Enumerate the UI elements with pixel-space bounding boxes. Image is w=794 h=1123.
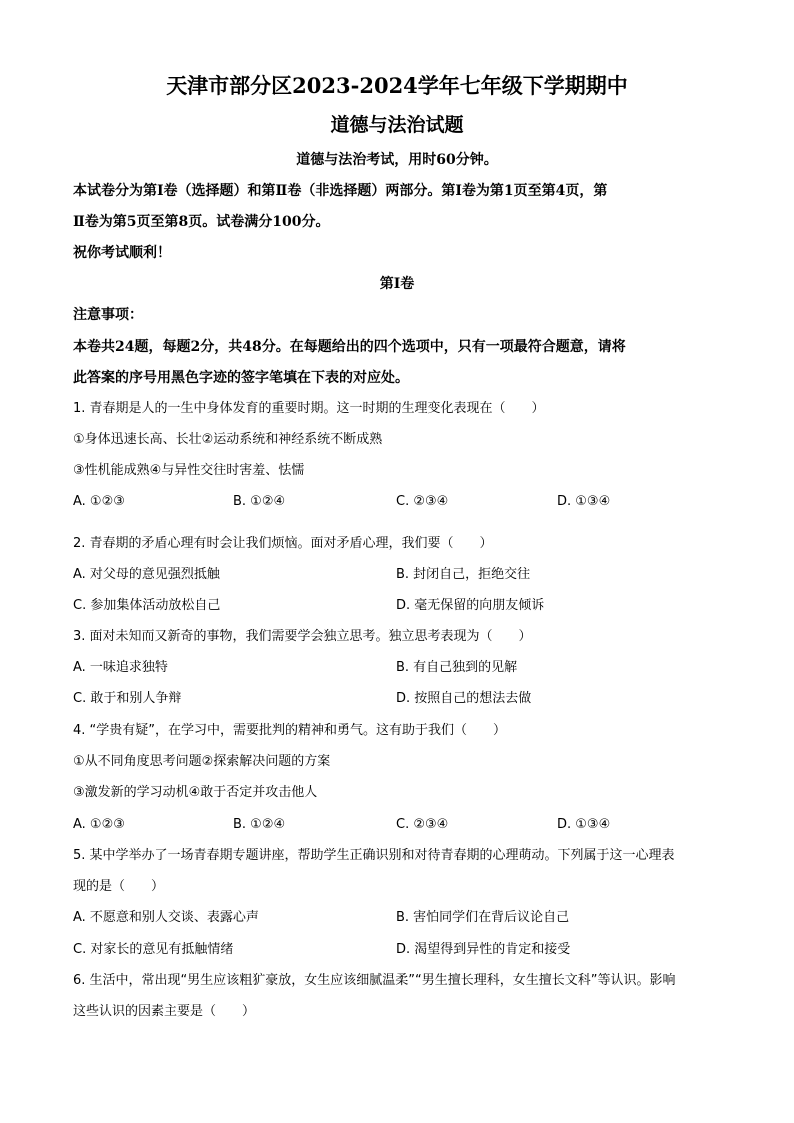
question-4-stem: 4. “学贵有疑”，在学习中，需要批判的精神和勇气。这有助于我们（ ） bbox=[73, 723, 507, 738]
question-4-statements: ①从不同角度思考问题②探索解决问题的方案 bbox=[73, 754, 331, 769]
question-5-option-d: D. 渴望得到异性的肯定和接受 bbox=[396, 942, 571, 957]
question-4-option-b: B. ①②④ bbox=[233, 817, 286, 832]
question-3-option-b: B. 有自己独到的见解 bbox=[396, 660, 518, 675]
question-3-option-d: D. 按照自己的想法去做 bbox=[396, 691, 532, 706]
exam-info: 道德与法治考试，用时60分钟。 bbox=[296, 152, 498, 168]
intro-line-2: Ⅱ卷为第5页至第8页。试卷满分100分。 bbox=[73, 214, 330, 230]
question-2-option-b: B. 封闭自己，拒绝交往 bbox=[396, 567, 531, 582]
question-1-option-b: B. ①②④ bbox=[233, 494, 286, 509]
question-1-stem: 1. 青春期是人的一生中身体发育的重要时期。这一时期的生理变化表现在（ ） bbox=[73, 401, 545, 416]
question-6-stem: 6. 生活中，常出现“男生应该粗犷豪放，女生应该细腻温柔”“男生擅长理科，女生擅长文科”等认识。影响 bbox=[73, 973, 676, 988]
question-5-option-a: A. 不愿意和别人交谈、表露心声 bbox=[73, 910, 259, 925]
question-4-option-d: D. ①③④ bbox=[557, 817, 611, 832]
question-2-option-a: A. 对父母的意见强烈抵触 bbox=[73, 567, 220, 582]
question-1-statements: ①身体迅速长高、长壮②运动系统和神经系统不断成熟 bbox=[73, 432, 383, 447]
question-2-option-d: D. 毫无保留的向朋友倾诉 bbox=[396, 598, 545, 613]
intro-line-1: 本试卷分为第Ⅰ卷（选择题）和第Ⅱ卷（非选择题）两部分。第Ⅰ卷为第1页至第4页，第 bbox=[73, 183, 608, 199]
question-5-option-b: B. 害怕同学们在背后议论自己 bbox=[396, 910, 570, 925]
question-2-stem: 2. 青春期的矛盾心理有时会让我们烦恼。面对矛盾心理，我们要（ ） bbox=[73, 536, 493, 551]
question-1-option-d: D. ①③④ bbox=[557, 494, 611, 509]
notice-line-2: 此答案的序号用黑色字迹的签字笔填在下表的对应处。 bbox=[73, 370, 409, 386]
exam-title: 天津市部分区2023-2024学年七年级下学期期中 bbox=[166, 73, 628, 98]
question-5-stem: 5. 某中学举办了一场青春期专题讲座，帮助学生正确识别和对待青春期的心理萌动。下列属于这一心理表 bbox=[73, 848, 675, 863]
question-2-option-c: C. 参加集体活动放松自己 bbox=[73, 598, 221, 613]
question-4-option-a: A. ①②③ bbox=[73, 817, 125, 832]
section-title: 第Ⅰ卷 bbox=[379, 276, 415, 292]
notice-line-1: 本卷共24题，每题2分，共48分。在每题给出的四个选项中，只有一项最符合题意，请将 bbox=[73, 339, 626, 355]
question-1-statements: ③性机能成熟④与异性交往时害羞、怯懦 bbox=[73, 463, 305, 478]
question-3-option-a: A. 一味追求独特 bbox=[73, 660, 168, 675]
question-4-statements: ③激发新的学习动机④敢于否定并攻击他人 bbox=[73, 785, 318, 800]
question-4-option-c: C. ②③④ bbox=[396, 817, 449, 832]
question-3-option-c: C. 敢于和别人争辩 bbox=[73, 691, 182, 706]
question-5-stem-cont: 现的是（ ） bbox=[73, 879, 165, 894]
wish-text: 祝你考试顺利！ bbox=[73, 245, 171, 261]
question-5-option-c: C. 对家长的意见有抵触情绪 bbox=[73, 942, 234, 957]
notice-title: 注意事项： bbox=[73, 307, 143, 323]
exam-subtitle: 道德与法治试题 bbox=[330, 114, 464, 136]
question-1-option-a: A. ①②③ bbox=[73, 494, 125, 509]
question-3-stem: 3. 面对未知而又新奇的事物，我们需要学会独立思考。独立思考表现为（ ） bbox=[73, 629, 532, 644]
question-6-stem-cont: 这些认识的因素主要是（ ） bbox=[73, 1004, 256, 1019]
question-1-option-c: C. ②③④ bbox=[396, 494, 449, 509]
